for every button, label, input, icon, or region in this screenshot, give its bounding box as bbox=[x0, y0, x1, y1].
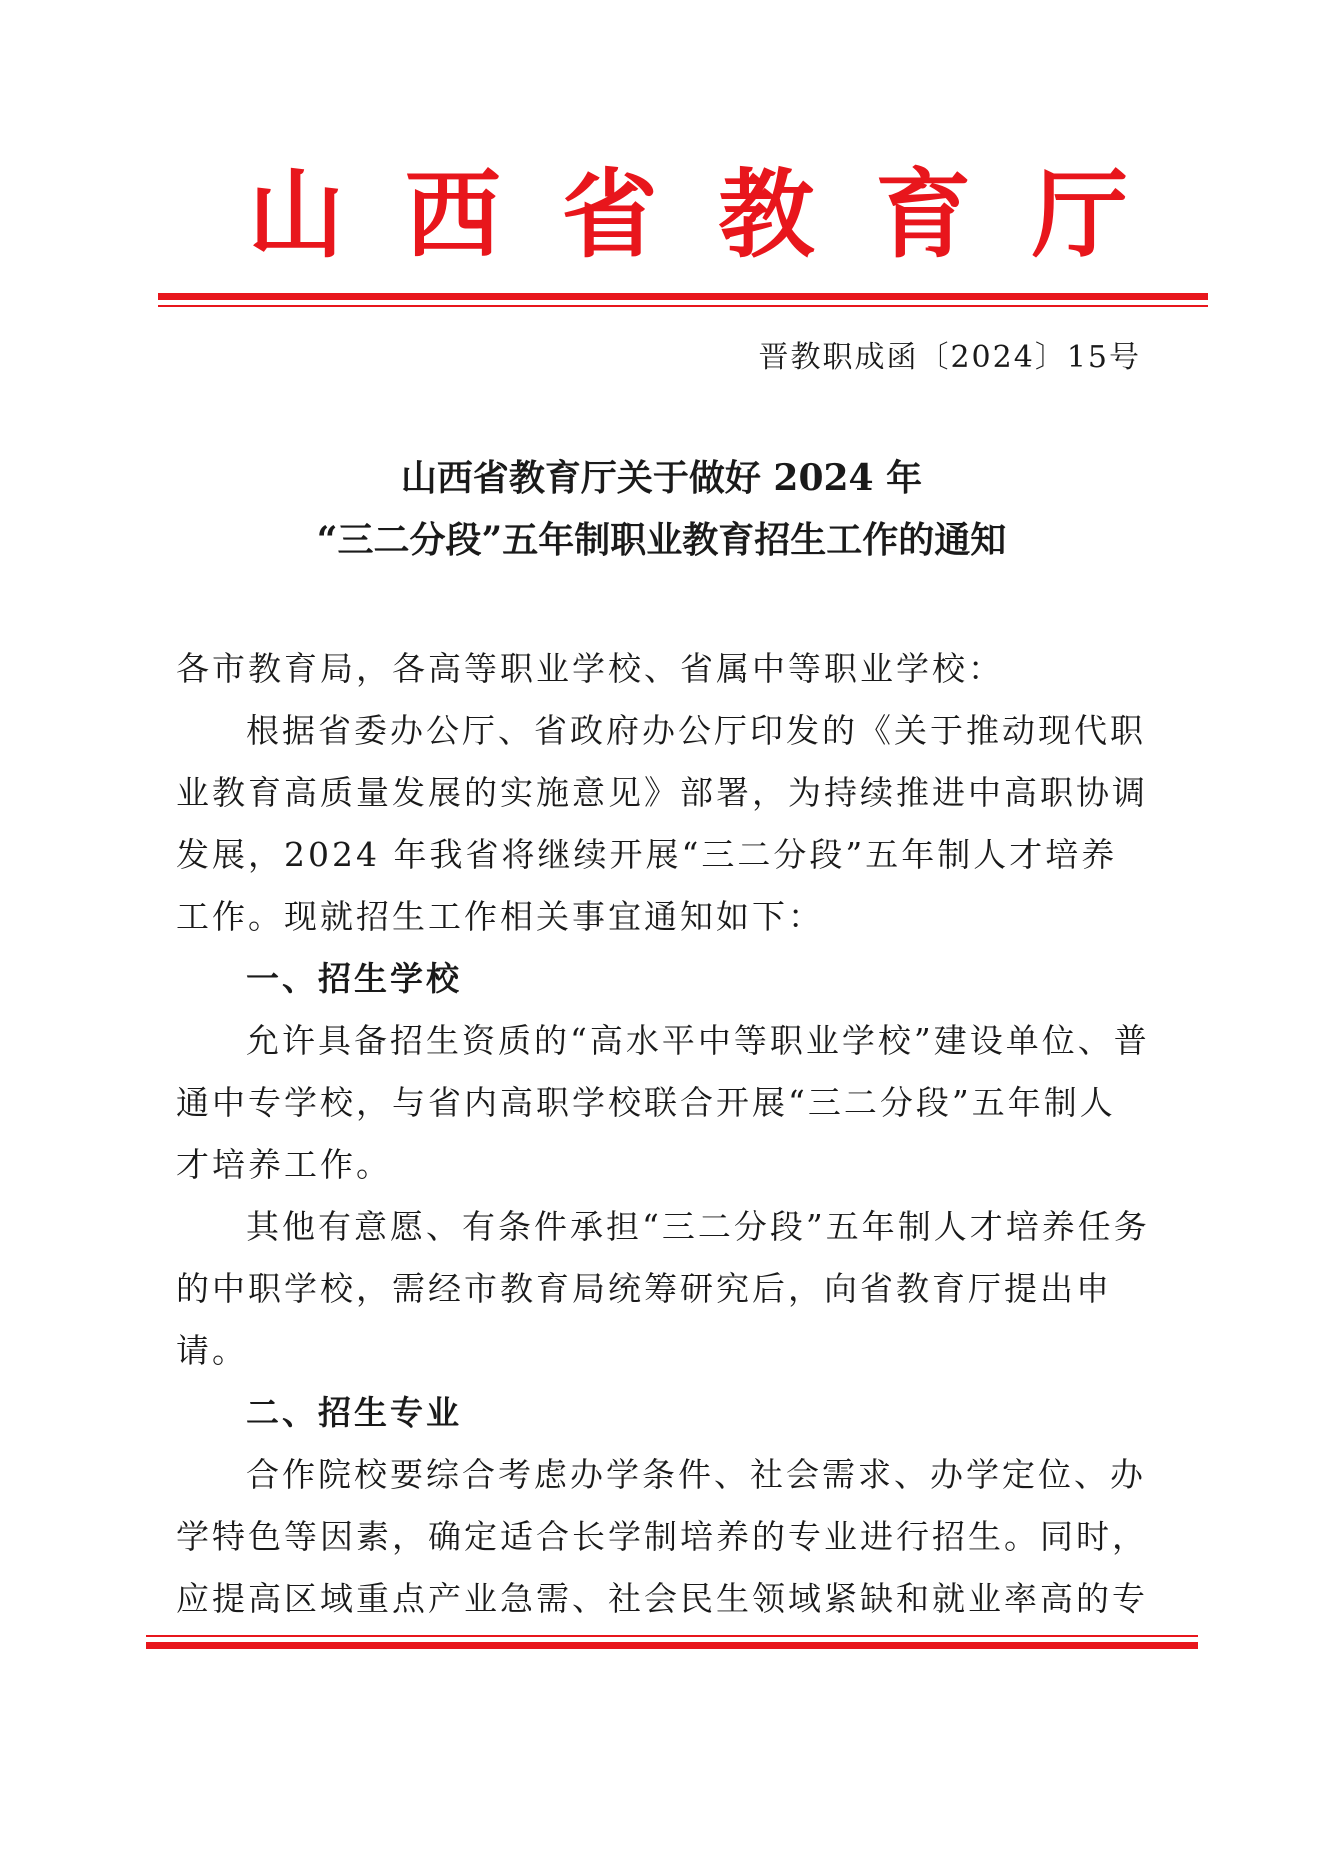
schools-paragraph-2: 其他有意愿、有条件承担“三二分段”五年制人才培养任务的中职学校，需经市教育局统筹研究后，向省教育厅提出申请。 bbox=[176, 1207, 1150, 1370]
letterhead-char: 省 bbox=[561, 158, 658, 271]
section-heading-majors: 二、招生专业 bbox=[246, 1393, 462, 1432]
intro-paragraph: 根据省委办公厅、省政府办公厅印发的《关于推动现代职业教育高质量发展的实施意见》部署，为持续推进中高职协调发展，2024 年我省将继续开展“三二分段”五年制人才培养工作。现就招生工作相关事宜通知如下： bbox=[176, 711, 1148, 936]
majors-paragraph-1: 合作院校要综合考虑办学条件、社会需求、办学定位、办学特色等因素，确定适合长学制培养的专业进行招生。同时，应提高区域重点产业急需、社会民生领域紧缺和就业率高的专 bbox=[176, 1455, 1148, 1618]
document-title-line-1: 山西省教育厅关于做好 2024 年 bbox=[400, 457, 923, 499]
letterhead-divider-thin bbox=[158, 305, 1208, 307]
document-body bbox=[176, 638, 1151, 1630]
letterhead-org-name bbox=[248, 160, 1128, 270]
footer-divider-thin bbox=[146, 1635, 1198, 1637]
salutation: 各市教育局，各高等职业学校、省属中等职业学校： bbox=[176, 649, 1004, 688]
letterhead-char: 西 bbox=[404, 158, 501, 271]
letterhead-char: 教 bbox=[718, 158, 815, 271]
schools-paragraph-1: 允许具备招生资质的“高水平中等职业学校”建设单位、普通中专学校，与省内高职学校联合开展“三二分段”五年制人才培养工作。 bbox=[176, 1021, 1150, 1184]
letterhead-char: 山 bbox=[248, 158, 344, 271]
footer-divider-thick bbox=[146, 1642, 1198, 1649]
letterhead-char: 厅 bbox=[1031, 158, 1128, 271]
letterhead-divider-thick bbox=[158, 293, 1208, 300]
document-title-line-2: “三二分段”五年制职业教育招生工作的通知 bbox=[316, 519, 1007, 561]
letterhead-char: 育 bbox=[875, 158, 972, 271]
section-heading-schools: 一、招生学校 bbox=[246, 959, 462, 998]
document-number: 晋教职成函〔2024〕15号 bbox=[758, 340, 1141, 375]
